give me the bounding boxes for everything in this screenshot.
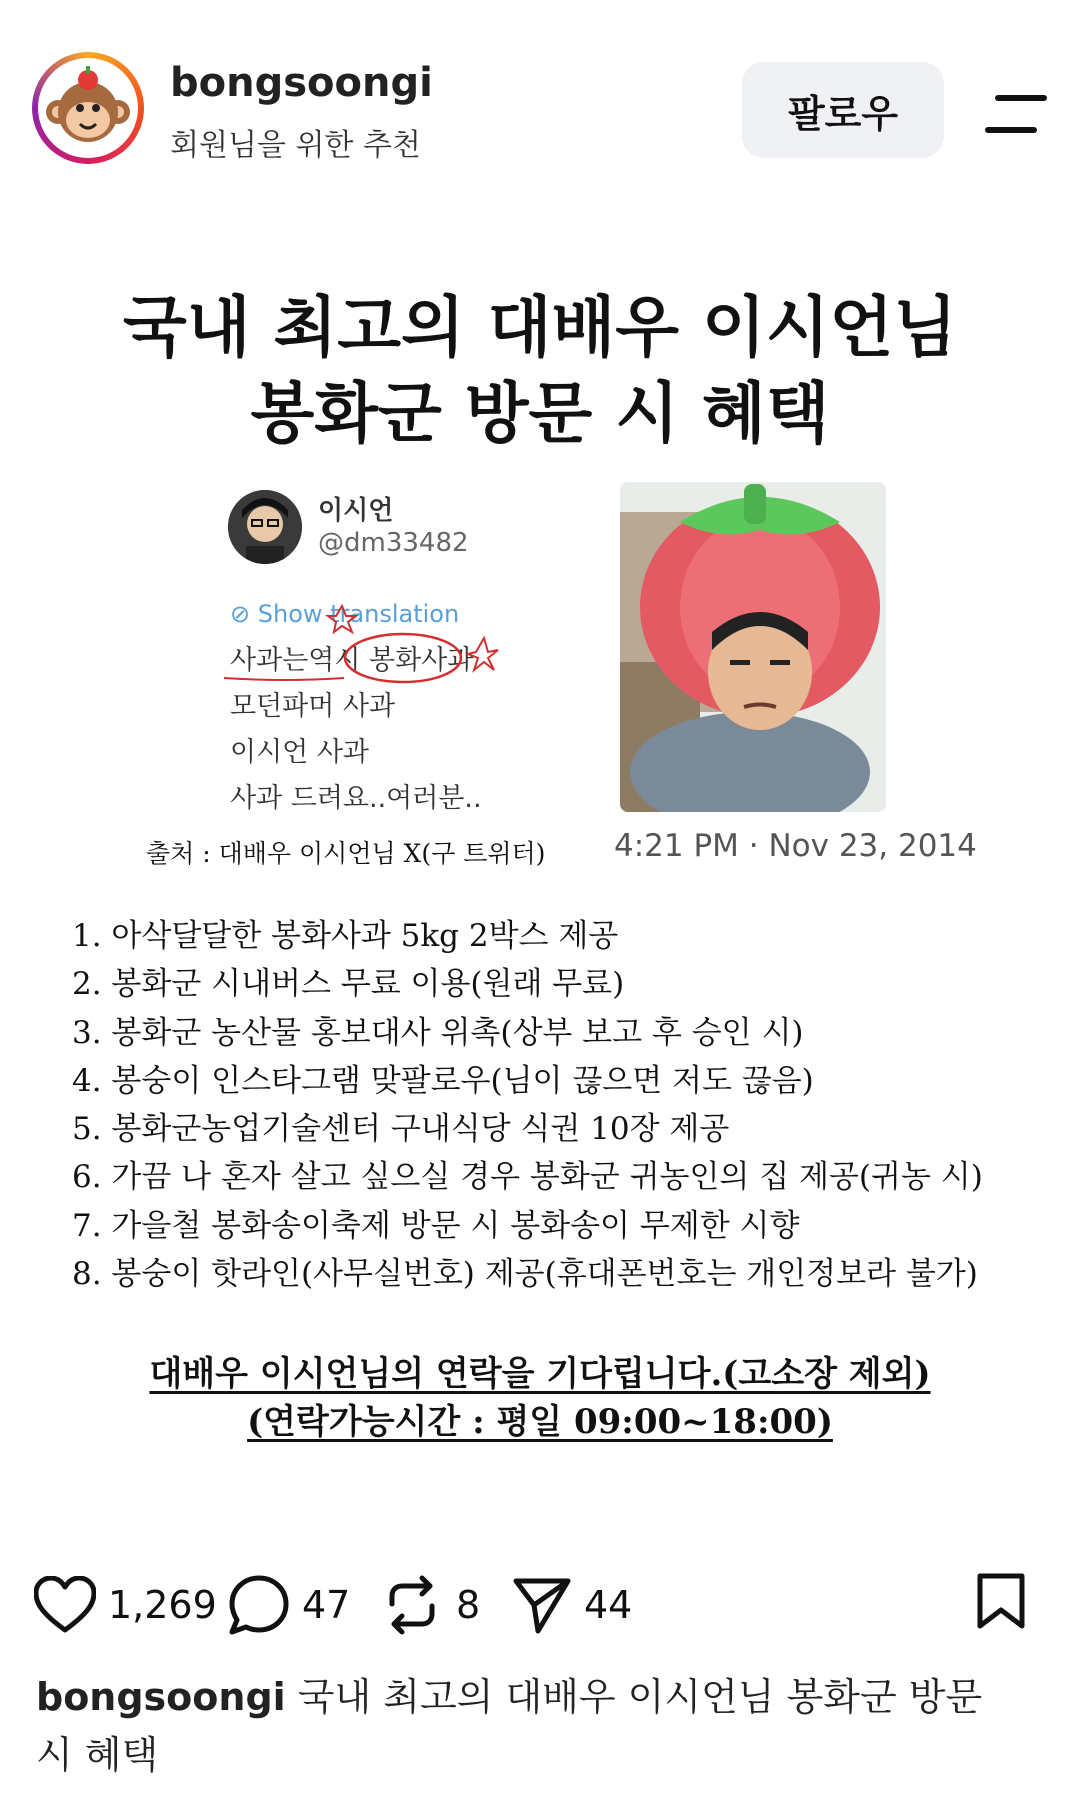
post-header — [0, 0, 1080, 180]
list-item: 7. 가을철 봉화송이축제 방문 시 봉화송이 무제한 시향 — [72, 1207, 800, 1244]
like-count: 1,269 — [108, 1583, 217, 1627]
tweet-name: 이시언 — [318, 496, 394, 526]
red-circle-annotation — [224, 608, 524, 698]
comment-icon — [228, 1574, 290, 1636]
translate-icon: ⊘ — [230, 600, 258, 628]
list-item: 3. 봉화군 농산물 홍보대사 위촉(상부 보고 후 승인 시) — [72, 1014, 804, 1051]
tweet-line: 이시언 사과 — [230, 737, 369, 768]
contact-notice — [0, 1350, 1080, 1446]
suggested-label: 회원님을 위한 추천 — [170, 128, 421, 163]
menu-icon[interactable] — [984, 92, 1048, 136]
follow-button[interactable]: 팔로우 — [742, 62, 944, 158]
list-item: 2. 봉화군 시내버스 무료 이용(원래 무료) — [72, 966, 625, 1003]
repost-icon — [384, 1574, 440, 1636]
avatar-monkey-icon — [38, 58, 138, 158]
tweet-timestamp: 4:21 PM · Nov 23, 2014 — [614, 828, 977, 864]
bookmark-icon[interactable] — [976, 1572, 1026, 1630]
comment-count: 47 — [302, 1583, 351, 1627]
post-title-line-1: 국내 최고의 대배우 이시언님 — [122, 288, 957, 366]
tweet-translate: ⊘ Show translation — [230, 600, 460, 628]
list-item: 8. 봉숭이 핫라인(사무실번호) 제공(휴대폰번호는 개인정보라 불가) — [72, 1256, 978, 1293]
source-caption: 출처 : 대배우 이시언님 X(구 트위터) — [146, 839, 546, 868]
list-item: 1. 아삭달달한 봉화사과 5kg 2박스 제공 — [72, 918, 619, 954]
list-item: 6. 가끔 나 혼자 살고 싶으실 경우 봉화군 귀농인의 집 제공(귀농 시) — [72, 1159, 983, 1196]
send-icon — [512, 1575, 572, 1635]
avatar[interactable] — [32, 52, 144, 164]
username[interactable]: bongsoongi — [170, 60, 433, 106]
repost-button[interactable] — [384, 1560, 480, 1650]
list-item: 4. 봉숭이 인스타그램 맞팔로우(님이 끊으면 저도 끊음) — [72, 1062, 814, 1099]
tweet-handle: @dm33482 — [318, 528, 469, 558]
heart-icon — [34, 1576, 96, 1634]
tweet-line: 모던파머 사과 — [230, 691, 396, 722]
tweet-card — [228, 490, 548, 820]
tweet-line: 사과는역시 봉화사과 — [230, 645, 474, 676]
list-item: 5. 봉화군농업기술센터 구내식당 식권 10장 제공 — [72, 1111, 730, 1148]
share-button[interactable] — [512, 1560, 632, 1650]
caption-username[interactable]: bongsoongi — [36, 1675, 286, 1719]
caption-text: 국내 최고의 대배우 이시언님 봉화군 방문 시 혜택 — [36, 1675, 983, 1777]
post-title — [0, 284, 1080, 456]
contact-line-1: 대배우 이시언님의 연락을 기다립니다.(고소장 제외) — [149, 1354, 931, 1394]
like-button[interactable] — [34, 1560, 217, 1650]
comment-button[interactable] — [228, 1560, 350, 1650]
post-title-line-2: 봉화군 방문 시 혜택 — [250, 374, 830, 452]
repost-count: 8 — [456, 1583, 481, 1627]
post-caption — [36, 1668, 1016, 1784]
share-count: 44 — [584, 1583, 633, 1627]
tweet-line: 사과 드려요..여러분.. — [230, 783, 482, 814]
tomato-hat-photo — [620, 482, 886, 812]
post-image[interactable] — [0, 200, 1080, 1530]
tweet-avatar — [228, 490, 302, 564]
benefits-list — [72, 912, 983, 1298]
action-bar — [0, 1560, 1080, 1660]
contact-line-2: (연락가능시간 : 평일 09:00~18:00) — [247, 1402, 833, 1442]
